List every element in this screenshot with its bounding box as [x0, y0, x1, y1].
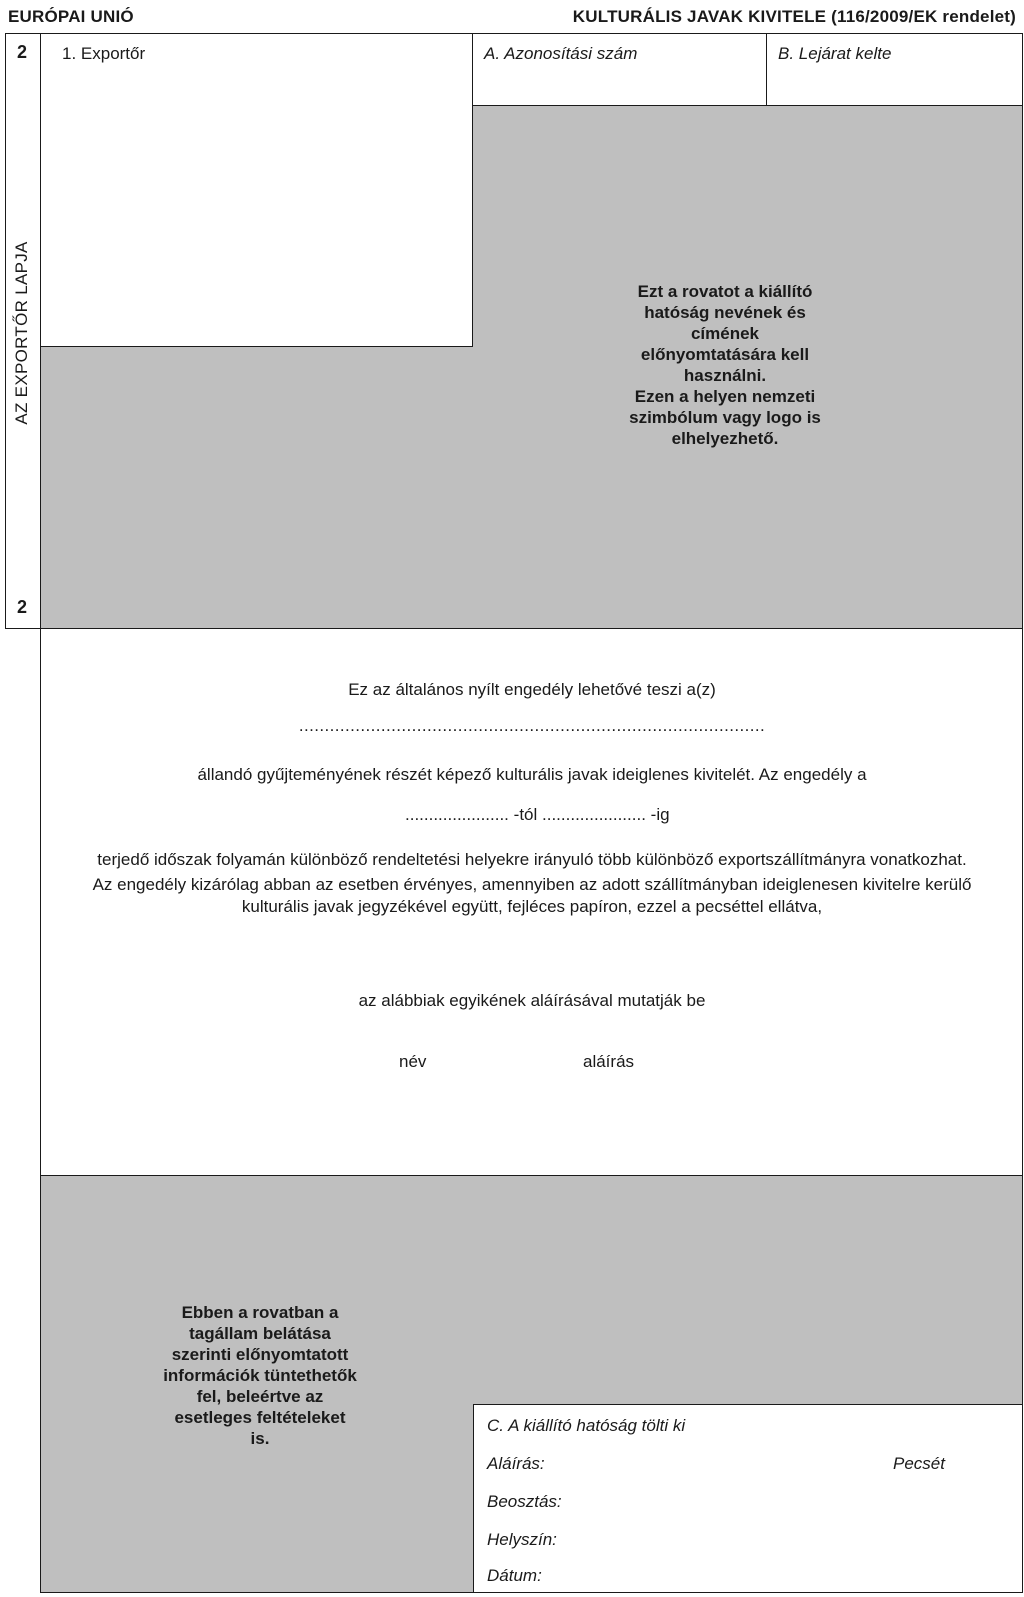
- expiry-date-label: B. Lejárat kelte: [778, 44, 892, 63]
- member-state-line: is.: [250, 1429, 270, 1448]
- date-label: Dátum:: [487, 1566, 542, 1585]
- issuing-authority-title: C. A kiállító hatóság tölti ki: [487, 1416, 686, 1435]
- authority-line: hatóság nevének és: [644, 303, 806, 322]
- exporter-field[interactable]: [40, 33, 473, 347]
- copy-number-bottom: 2: [17, 597, 28, 617]
- member-state-line: fel, beleértve az: [196, 1387, 324, 1406]
- licence-line-1: Ez az általános nyílt engedély lehetővé teszi a(z): [348, 680, 716, 699]
- licence-line-6: az alábbiak egyikének aláírásával mutatják be: [358, 991, 706, 1010]
- licence-line-2: állandó gyűjteményének részét képező kulturális javak ideiglenes kivitelét. Az engedély a: [197, 765, 867, 784]
- authority-line: címének: [690, 324, 760, 343]
- exporter-label: 1. Exportőr: [62, 44, 146, 63]
- authority-box-text: [610, 281, 840, 449]
- copy-number-top: 2: [17, 42, 28, 62]
- member-state-line: szerinti előnyomtatott: [171, 1345, 349, 1364]
- authority-line: használni.: [683, 366, 767, 385]
- authority-line: Ezt a rovatot a kiállító: [637, 282, 813, 301]
- authority-line: Ezen a helyen nemzeti: [634, 387, 816, 406]
- to-suffix: -ig: [650, 805, 670, 824]
- licence-date-range: [405, 805, 670, 825]
- member-state-text: [140, 1302, 380, 1449]
- position-label: Beosztás:: [487, 1492, 562, 1511]
- id-number-label: A. Azonosítási szám: [484, 44, 638, 63]
- from-suffix: -tól: [513, 805, 538, 824]
- from-dots: ......................: [405, 805, 509, 824]
- place-label: Helyszín:: [487, 1530, 557, 1549]
- signature-label: aláírás: [583, 1052, 635, 1071]
- header-right: KULTURÁLIS JAVAK KIVITELE (116/2009/EK rendelet): [572, 7, 1016, 26]
- name-label: név: [399, 1052, 427, 1071]
- licence-line-3: terjedő időszak folyamán különböző rendeltetési helyekre irányuló több különböző exportszállítmányra vonatkozhat.: [97, 850, 967, 869]
- authority-line: elhelyezhető.: [671, 429, 779, 448]
- vertical-title: AZ EXPORTŐR LAPJA: [12, 241, 31, 425]
- header-left: EURÓPAI UNIÓ: [8, 7, 134, 26]
- authority-line: előnyomtatására kell: [640, 345, 810, 364]
- authority-line: szimbólum vagy logo is: [629, 408, 821, 427]
- stamp-label: Pecsét: [893, 1454, 945, 1473]
- authority-signature-label: Aláírás:: [487, 1454, 545, 1473]
- licence-dots-long: ...........................................................................................: [298, 716, 766, 735]
- licence-line-4: Az engedély kizárólag abban az esetben érvényes, amennyiben az adott szállítmányban ideiglenesen kivitelre kerülő: [92, 875, 972, 894]
- member-state-line: tagállam belátása: [189, 1324, 331, 1343]
- member-state-line: információk tüntethetők: [163, 1366, 357, 1385]
- licence-line-5: kulturális javak jegyzékével együtt, fejléces papíron, ezzel a pecséttel ellátva,: [241, 897, 823, 916]
- member-state-line: Ebben a rovatban a: [181, 1303, 339, 1322]
- member-state-line: esetleges feltételeket: [174, 1408, 346, 1427]
- to-dots: ......................: [542, 805, 646, 824]
